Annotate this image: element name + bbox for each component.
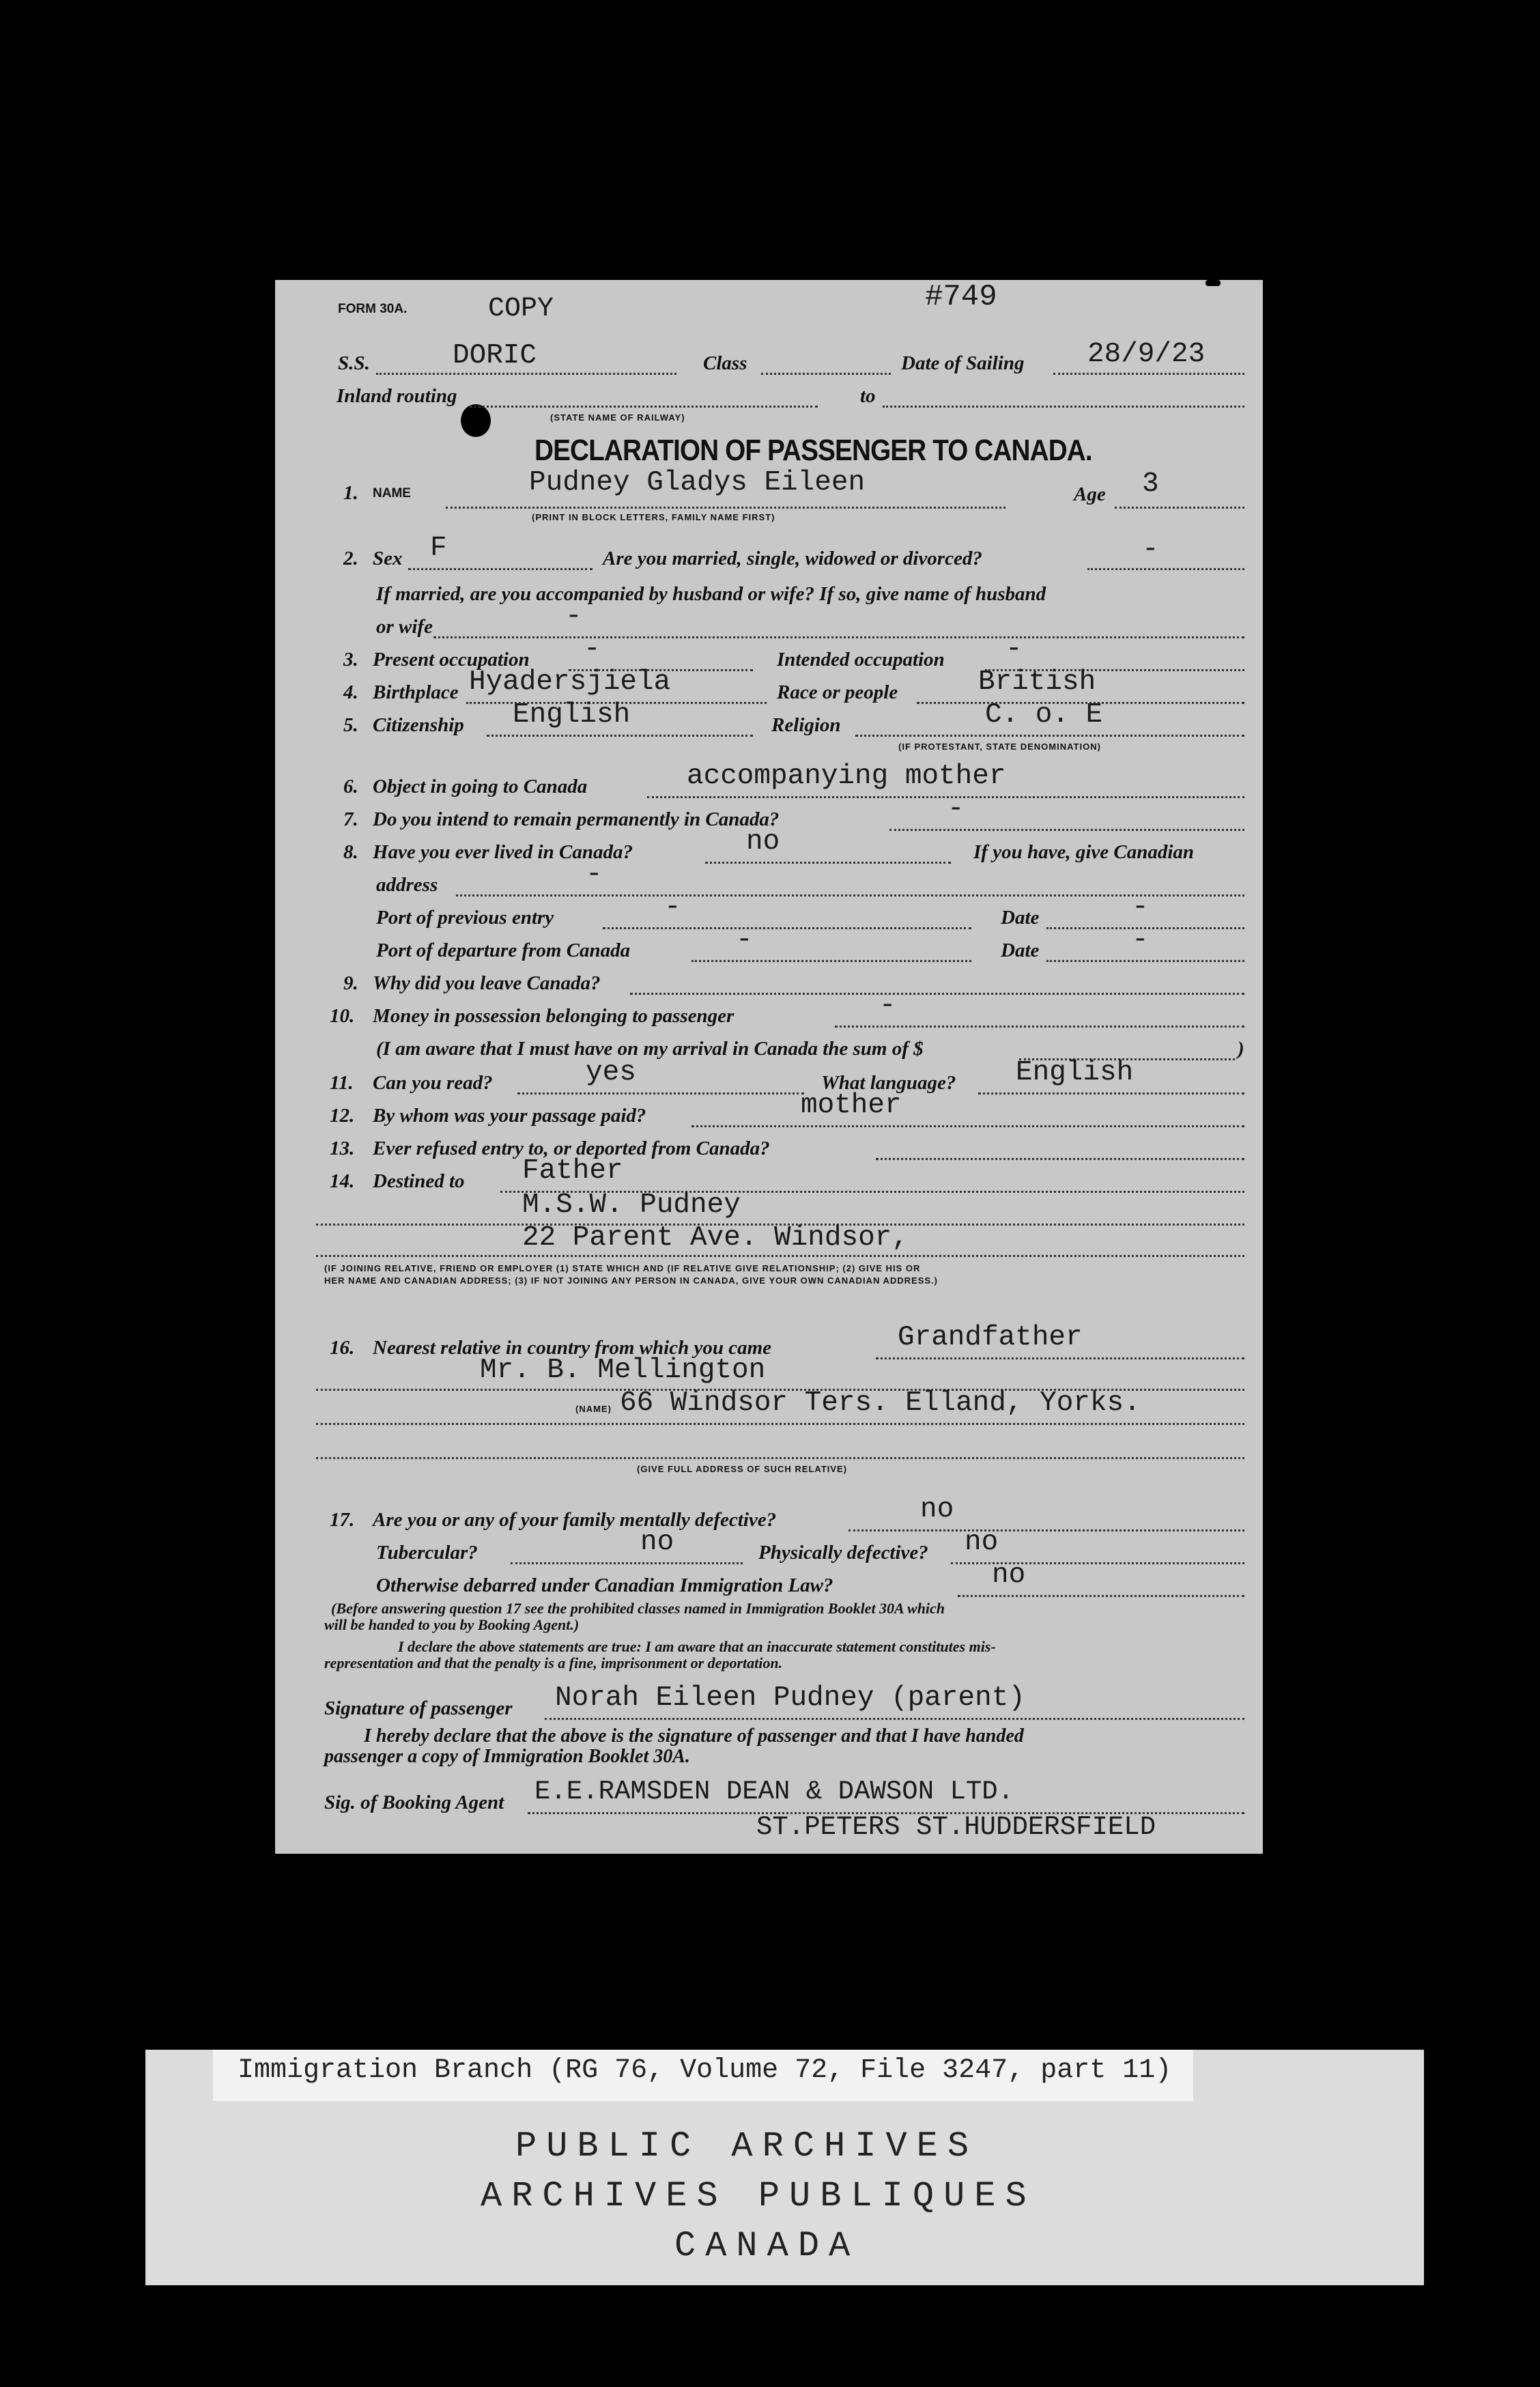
marital-question: Are you married, single, widowed or divorced? xyxy=(603,548,982,569)
form-title: DECLARATION OF PASSENGER TO CANADA. xyxy=(534,434,1092,467)
declare-line-2: representation and that the penalty is a fine, imprisonment or deportation. xyxy=(324,1654,783,1671)
name-value: Pudney Gladys Eileen xyxy=(529,467,866,498)
physical-value: no xyxy=(965,1527,999,1558)
q10-number: 10. xyxy=(330,1005,355,1027)
lived-value: no xyxy=(746,826,780,858)
remain-value: - xyxy=(947,793,965,825)
punch-hole xyxy=(461,404,491,437)
intended-occupation-label: Intended occupation xyxy=(777,649,945,670)
mental-value: no xyxy=(920,1494,954,1525)
lived-cont: If you have, give Canadian xyxy=(973,841,1195,863)
birthplace-label: Birthplace xyxy=(373,681,459,703)
lived-label: Have you ever lived in Canada? xyxy=(373,841,633,863)
tubercular-label: Tubercular? xyxy=(376,1542,478,1564)
refused-label: Ever refused entry to, or deported from Canada? xyxy=(373,1138,770,1159)
read-label: Can you read? xyxy=(373,1072,493,1094)
before-note-2: will be handed to you by Booking Agent.) xyxy=(324,1616,580,1633)
booking-agent-label: Sig. of Booking Agent xyxy=(324,1792,504,1813)
birthplace-value: Hyadersjiela xyxy=(469,666,671,698)
intended-occupation-value: - xyxy=(1006,634,1023,665)
religion-note: (IF PROTESTANT, STATE DENOMINATION) xyxy=(898,741,1101,752)
race-value: British xyxy=(978,666,1096,698)
date-2-label: Date xyxy=(1001,940,1040,961)
age-label: Age xyxy=(1074,483,1106,505)
passage-label: By whom was your passage paid? xyxy=(373,1105,646,1127)
port-departure-value: - xyxy=(736,924,753,956)
spouse-question: If married, are you accompanied by husband or wife? If so, give name of husband xyxy=(376,583,1046,605)
ship-name: DORIC xyxy=(453,340,537,371)
why-leave-label: Why did you leave Canada? xyxy=(373,972,601,994)
name-label: NAME xyxy=(373,486,411,500)
q6-number: 6. xyxy=(343,776,358,797)
citizenship-value: English xyxy=(513,699,631,731)
remain-label: Do you intend to remain permanently in Canada? xyxy=(373,808,780,830)
language-value: English xyxy=(1016,1057,1134,1088)
booking-agent-address: ST.PETERS ST.HUDDERSFIELD xyxy=(756,1812,1156,1842)
date-of-sailing-label: Date of Sailing xyxy=(901,352,1025,374)
sex-label: Sex xyxy=(373,548,403,569)
debarred-value: no xyxy=(992,1559,1026,1591)
date-1-label: Date xyxy=(1001,907,1040,929)
physical-label: Physically defective? xyxy=(758,1542,928,1564)
archive-line-1: PUBLIC ARCHIVES xyxy=(515,2126,979,2166)
reference-number: #749 xyxy=(925,280,997,314)
relative-value: Grandfather xyxy=(898,1322,1083,1353)
debarred-label: Otherwise debarred under Canadian Immigration Law? xyxy=(376,1574,833,1596)
copy-stamp: COPY xyxy=(488,294,554,324)
marital-value: - xyxy=(1142,534,1159,565)
agent-declaration-1: I hereby declare that the above is the signature of passenger and that I have handed xyxy=(364,1725,1024,1747)
q17-number: 17. xyxy=(330,1509,355,1531)
railway-note: (STATE NAME OF RAILWAY) xyxy=(550,412,685,423)
to-label: to xyxy=(860,385,876,407)
citizenship-label: Citizenship xyxy=(373,714,464,736)
ss-label: S.S. xyxy=(338,352,370,374)
q14-number: 14. xyxy=(330,1170,355,1192)
relative-address: 66 Windsor Ters. Elland, Yorks. xyxy=(620,1387,1141,1419)
ink-mark xyxy=(1206,280,1221,286)
destined-label: Destined to xyxy=(373,1170,465,1192)
inland-routing-label: Inland routing xyxy=(337,385,457,407)
q12-number: 12. xyxy=(330,1105,355,1127)
form-number: FORM 30A. xyxy=(338,302,408,316)
money-note-end: ) xyxy=(1238,1038,1244,1060)
declare-line-1: I declare the above statements are true: I am aware that an inaccurate statement constitutes mis- xyxy=(398,1638,996,1655)
passage-value: mother xyxy=(801,1090,902,1121)
archive-line-2: ARCHIVES PUBLIQUES xyxy=(481,2176,1036,2216)
relative-label: Nearest relative in country from which you came xyxy=(373,1337,771,1359)
language-label: What language? xyxy=(821,1072,956,1094)
name-note: (PRINT IN BLOCK LETTERS, FAMILY NAME FIRST) xyxy=(532,512,775,522)
signature-label: Signature of passenger xyxy=(324,1697,513,1719)
wife-label: or wife xyxy=(376,616,433,638)
destined-note-2: HER NAME AND CANADIAN ADDRESS; (3) IF NOT JOINING ANY PERSON IN CANADA, GIVE YOUR OWN CANADIAN ADDRESS.) xyxy=(324,1275,938,1286)
date-1-value: - xyxy=(1132,892,1149,923)
archive-label xyxy=(145,2050,1424,2285)
money-value: - xyxy=(879,990,896,1021)
relative-name: Mr. B. Mellington xyxy=(480,1355,766,1386)
money-label: Money in possession belonging to passenger xyxy=(373,1005,735,1027)
object-value: accompanying mother xyxy=(687,761,1006,792)
archive-line-3: CANADA xyxy=(674,2226,860,2266)
relative-name-tag: (NAME) xyxy=(575,1404,612,1414)
agent-declaration-2: passenger a copy of Immigration Booklet 30A. xyxy=(324,1746,690,1767)
q2-number: 2. xyxy=(343,548,358,569)
date-of-sailing-value: 28/9/23 xyxy=(1087,339,1206,370)
passenger-declaration-form xyxy=(275,280,1263,1854)
port-departure-label: Port of departure from Canada xyxy=(376,940,631,961)
sex-value: F xyxy=(430,533,447,564)
q13-number: 13. xyxy=(330,1138,355,1159)
religion-label: Religion xyxy=(771,714,841,736)
q7-number: 7. xyxy=(343,808,358,830)
booking-agent-value: E.E.RAMSDEN DEAN & DAWSON LTD. xyxy=(534,1777,1014,1807)
port-previous-value: - xyxy=(664,892,681,923)
signature-value: Norah Eileen Pudney (parent) xyxy=(555,1682,1025,1714)
read-value: yes xyxy=(586,1057,636,1088)
q16-number: 16. xyxy=(330,1337,355,1359)
race-label: Race or people xyxy=(777,681,898,703)
class-label: Class xyxy=(703,352,747,374)
destined-address: 22 Parent Ave. Windsor, xyxy=(522,1222,909,1254)
money-note: (I am aware that I must have on my arrival in Canada the sum of $ xyxy=(376,1038,924,1060)
before-note-1: (Before answering question 17 see the prohibited classes named in Immigration Booklet 30A which xyxy=(331,1600,945,1617)
age-value: 3 xyxy=(1142,468,1159,500)
object-label: Object in going to Canada xyxy=(373,776,588,797)
date-2-value: - xyxy=(1132,924,1149,956)
religion-value: C. o. E xyxy=(985,699,1103,731)
mental-label: Are you or any of your family mentally defective? xyxy=(373,1509,777,1531)
tubercular-value: no xyxy=(640,1527,674,1558)
address-label: address xyxy=(376,874,438,896)
q3-number: 3. xyxy=(343,649,358,670)
present-occupation-label: Present occupation xyxy=(373,649,530,670)
destined-note-1: (IF JOINING RELATIVE, FRIEND OR EMPLOYER (1) STATE WHICH AND (IF RELATIVE GIVE RELATIONSHIP; (2) GIVE HIS OR xyxy=(324,1263,921,1273)
q11-number: 11. xyxy=(330,1072,354,1094)
wife-value: - xyxy=(565,601,582,632)
q8-number: 8. xyxy=(343,841,358,863)
destined-name: M.S.W. Pudney xyxy=(522,1189,741,1221)
archive-reference: Immigration Branch (RG 76, Volume 72, File 3247, part 11) xyxy=(238,2055,1172,2086)
q5-number: 5. xyxy=(343,714,358,736)
port-previous-label: Port of previous entry xyxy=(376,907,554,929)
destined-value: Father xyxy=(522,1155,623,1187)
q9-number: 9. xyxy=(343,972,358,994)
q1-number: 1. xyxy=(343,482,358,504)
q4-number: 4. xyxy=(343,681,358,703)
present-occupation-value: - xyxy=(584,634,601,665)
relative-note: (GIVE FULL ADDRESS OF SUCH RELATIVE) xyxy=(637,1464,848,1474)
address-value: - xyxy=(586,859,603,890)
